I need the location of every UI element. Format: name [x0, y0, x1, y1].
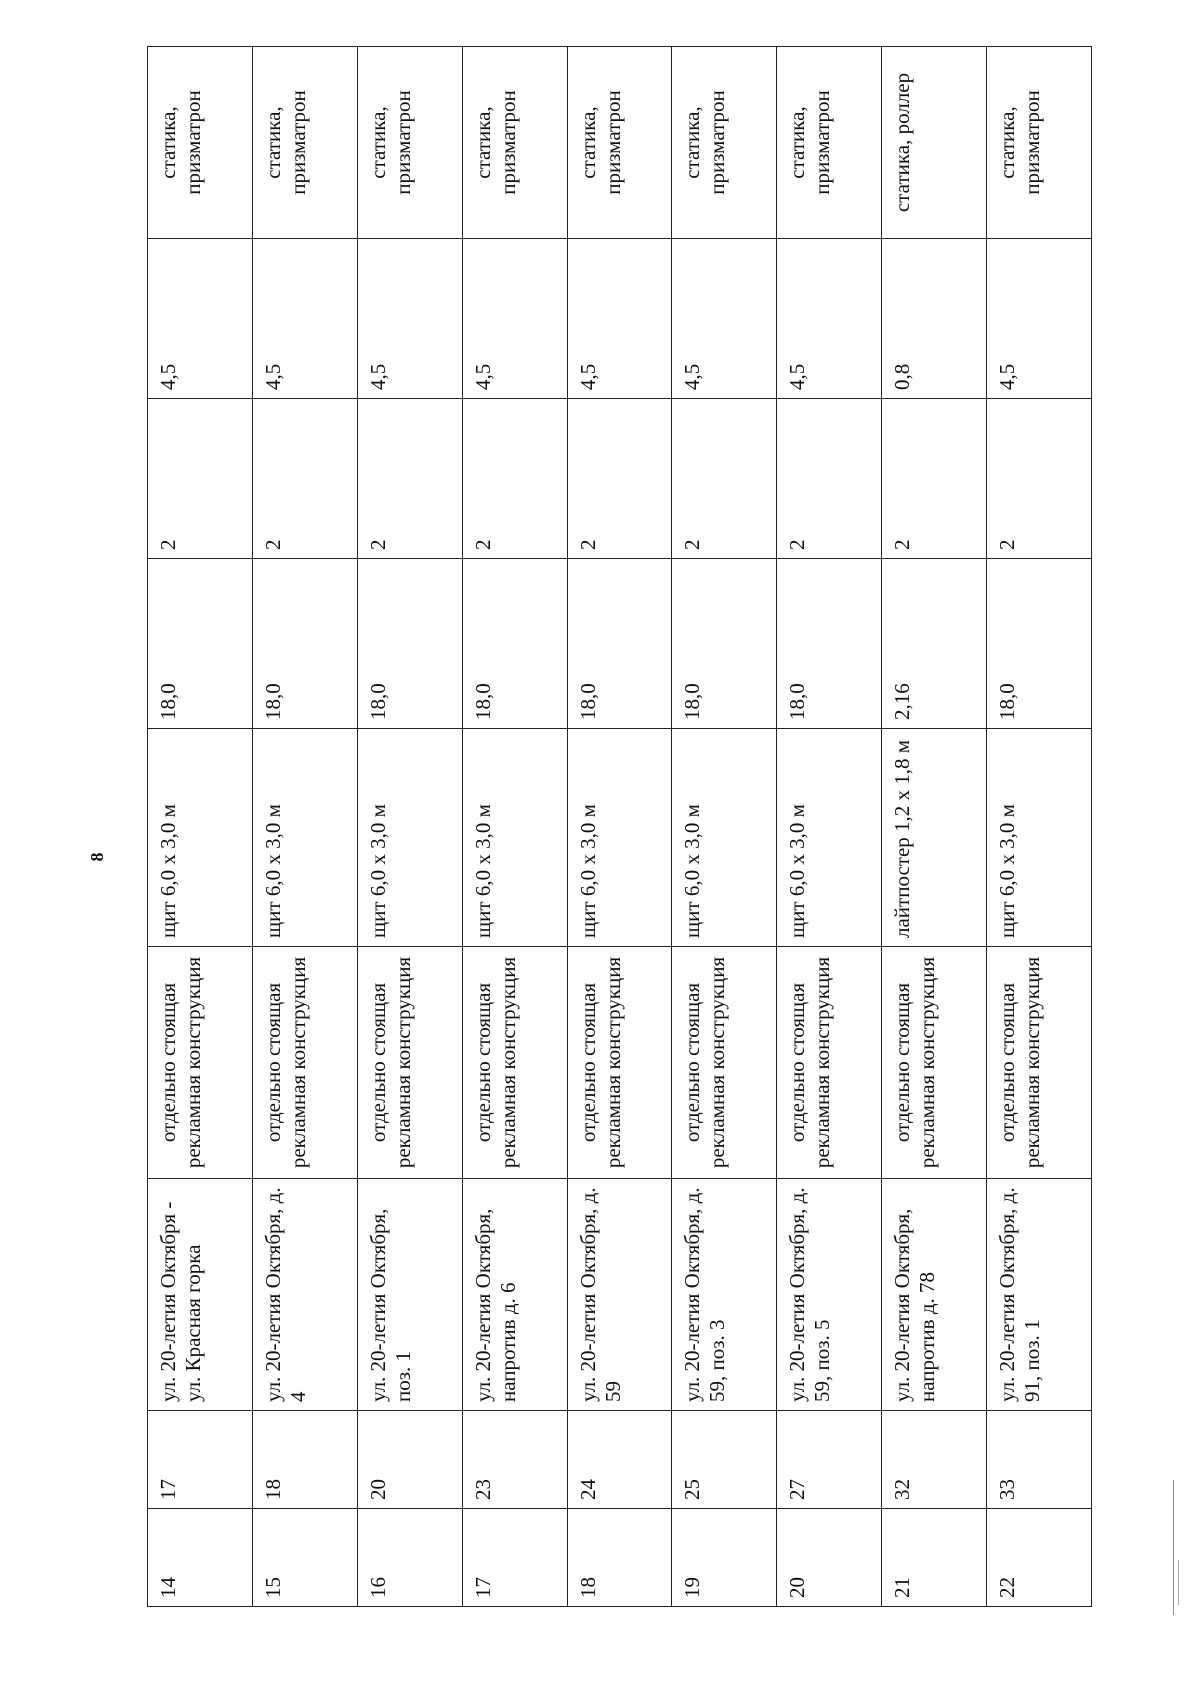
rotated-table-container [147, 72, 1092, 1607]
page-number: 8 [87, 852, 107, 862]
cell-structure-type: отдельно стоящая рекламная конструкция [672, 947, 777, 1179]
cell-format: щит 6,0 х 3,0 м [672, 729, 777, 947]
table-row [252, 47, 357, 1607]
cell-sides: 2 [252, 399, 357, 559]
cell-technology: статика, призматрон [777, 47, 882, 239]
cell-technology: статика, призматрон [567, 47, 672, 239]
cell-technology: статика, призматрон [357, 47, 462, 239]
cell-structure-type: отдельно стоящая рекламная конструкция [252, 947, 357, 1179]
cell-sides: 2 [148, 399, 253, 559]
cell-row-number: 22 [987, 1509, 1092, 1607]
cell-position-number: 17 [148, 1411, 253, 1509]
cell-sides: 2 [357, 399, 462, 559]
cell-power: 4,5 [987, 239, 1092, 399]
table-row [567, 47, 672, 1607]
cell-technology: статика, призматрон [252, 47, 357, 239]
cell-area: 2,16 [882, 559, 987, 729]
cell-structure-type: отдельно стоящая рекламная конструкция [777, 947, 882, 1179]
cell-position-number: 25 [672, 1411, 777, 1509]
cell-row-number: 17 [462, 1509, 567, 1607]
cell-sides: 2 [462, 399, 567, 559]
cell-structure-type: отдельно стоящая рекламная конструкция [148, 947, 253, 1179]
cell-technology: статика, призматрон [987, 47, 1092, 239]
cell-area: 18,0 [567, 559, 672, 729]
cell-area: 18,0 [672, 559, 777, 729]
cell-technology: статика, призматрон [148, 47, 253, 239]
cell-format: лайтпостер 1,2 х 1,8 м [882, 729, 987, 947]
cell-structure-type: отдельно стоящая рекламная конструкция [357, 947, 462, 1179]
cell-address: ул. 20-летия Октября, поз. 1 [357, 1179, 462, 1411]
cell-position-number: 33 [987, 1411, 1092, 1509]
cell-position-number: 20 [357, 1411, 462, 1509]
cell-address: ул. 20-летия Октября, напротив д. 6 [462, 1179, 567, 1411]
cell-technology: статика, роллер [882, 47, 987, 239]
cell-format: щит 6,0 х 3,0 м [357, 729, 462, 947]
cell-area: 18,0 [252, 559, 357, 729]
table-row [987, 47, 1092, 1607]
cell-row-number: 20 [777, 1509, 882, 1607]
cell-format: щит 6,0 х 3,0 м [567, 729, 672, 947]
cell-position-number: 23 [462, 1411, 567, 1509]
cell-area: 18,0 [462, 559, 567, 729]
cell-address: ул. 20-летия Октября, д. 59, поз. 3 [672, 1179, 777, 1411]
cell-format: щит 6,0 х 3,0 м [462, 729, 567, 947]
cell-power: 4,5 [357, 239, 462, 399]
table-row [148, 47, 253, 1607]
scan-artifact-line [1173, 1480, 1174, 1615]
cell-sides: 2 [987, 399, 1092, 559]
table-row [462, 47, 567, 1607]
table-row [882, 47, 987, 1607]
cell-address: ул. 20-летия Октября, д. 4 [252, 1179, 357, 1411]
cell-structure-type: отдельно стоящая рекламная конструкция [462, 947, 567, 1179]
cell-power: 4,5 [777, 239, 882, 399]
cell-sides: 2 [672, 399, 777, 559]
cell-technology: статика, призматрон [672, 47, 777, 239]
cell-row-number: 19 [672, 1509, 777, 1607]
cell-row-number: 14 [148, 1509, 253, 1607]
table-row [672, 47, 777, 1607]
cell-sides: 2 [777, 399, 882, 559]
cell-format: щит 6,0 х 3,0 м [777, 729, 882, 947]
table-row [357, 47, 462, 1607]
cell-row-number: 15 [252, 1509, 357, 1607]
table-body [148, 47, 1092, 1607]
cell-address: ул. 20-летия Октября, д. 91, поз. 1 [987, 1179, 1092, 1411]
cell-position-number: 27 [777, 1411, 882, 1509]
cell-position-number: 18 [252, 1411, 357, 1509]
cell-address: ул. 20-летия Октября, напротив д. 78 [882, 1179, 987, 1411]
table-row [777, 47, 882, 1607]
cell-row-number: 16 [357, 1509, 462, 1607]
cell-area: 18,0 [987, 559, 1092, 729]
cell-power: 4,5 [462, 239, 567, 399]
cell-area: 18,0 [148, 559, 253, 729]
cell-power: 4,5 [148, 239, 253, 399]
cell-row-number: 18 [567, 1509, 672, 1607]
cell-power: 4,5 [672, 239, 777, 399]
cell-area: 18,0 [777, 559, 882, 729]
advertising-structures-table [147, 46, 1092, 1607]
cell-position-number: 32 [882, 1411, 987, 1509]
cell-format: щит 6,0 х 3,0 м [252, 729, 357, 947]
cell-address: ул. 20-летия Октября, д. 59 [567, 1179, 672, 1411]
cell-structure-type: отдельно стоящая рекламная конструкция [987, 947, 1092, 1179]
cell-power: 4,5 [252, 239, 357, 399]
cell-format: щит 6,0 х 3,0 м [148, 729, 253, 947]
cell-address: ул. 20-летия Октября - ул. Красная горка [148, 1179, 253, 1411]
cell-address: ул. 20-летия Октября, д. 59, поз. 5 [777, 1179, 882, 1411]
cell-area: 18,0 [357, 559, 462, 729]
cell-power: 4,5 [567, 239, 672, 399]
cell-sides: 2 [882, 399, 987, 559]
cell-format: щит 6,0 х 3,0 м [987, 729, 1092, 947]
cell-power: 0,8 [882, 239, 987, 399]
cell-technology: статика, призматрон [462, 47, 567, 239]
cell-sides: 2 [567, 399, 672, 559]
cell-structure-type: отдельно стоящая рекламная конструкция [567, 947, 672, 1179]
scan-artifact-line [1178, 1560, 1179, 1605]
cell-row-number: 21 [882, 1509, 987, 1607]
cell-structure-type: отдельно стоящая рекламная конструкция [882, 947, 987, 1179]
cell-position-number: 24 [567, 1411, 672, 1509]
